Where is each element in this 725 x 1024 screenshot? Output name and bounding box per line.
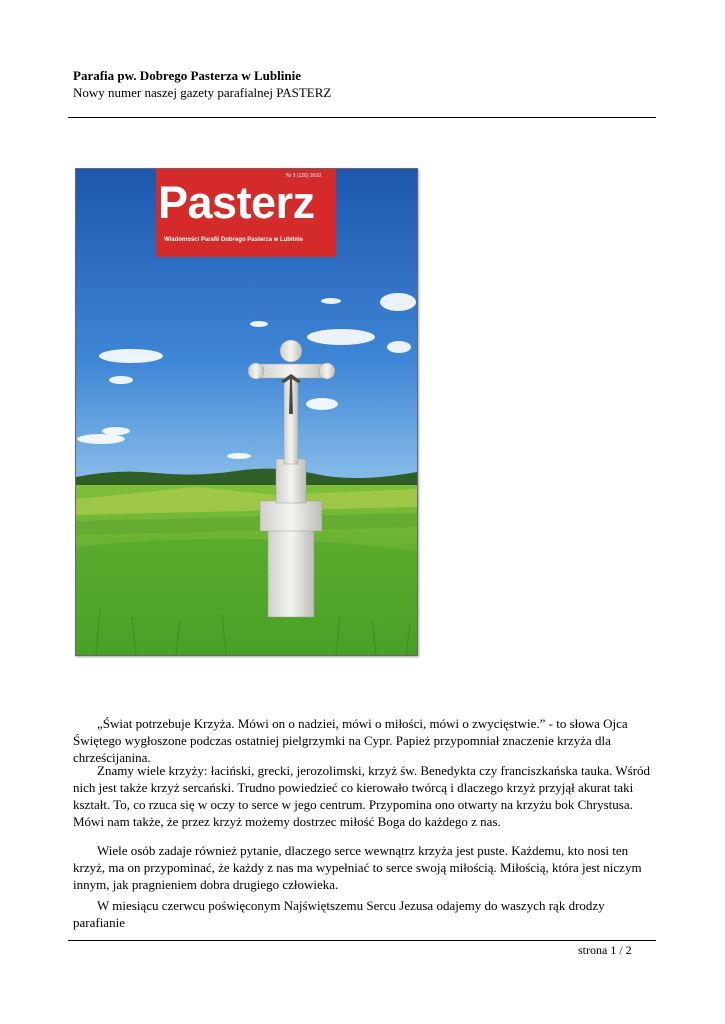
page-number: strona 1 / 2 <box>578 943 632 957</box>
page-header-subtitle: Nowy numer naszej gazety parafialnej PASTERZ <box>73 85 332 100</box>
article-paragraph: Wiele osób zadaje również pytanie, dlaczego serce wewnątrz krzyża jest puste. Każdemu, kto nosi ten krzyż, ma on przypominać, że każdy z nas ma wypełniać to serce swoją miłością. Miłością, która jest niczym innym, jak pragnieniem dobra drugiego człowieka. <box>73 843 642 892</box>
page-header-title: Parafia pw. Dobrego Pasterza w Lublinie <box>73 68 301 83</box>
article-paragraph: Znamy wiele krzyży: łaciński, grecki, jerozolimski, krzyż św. Benedykta czy franciszkańska tauka. Wśród nich jest także krzyż sercański. Trudno powiedzieć co kierowało twórcą i dlaczego krzyż przyjął akurat taki kształt. To, co rzuca się w oczy to serce w jego centrum. Przypomina ono otwarty na krzyżu bok Chrystusa. Mówi nam także, że przez krzyż możemy dostrzec miłość Boga do każdego z nas. <box>73 763 651 829</box>
cover-issue-number: Nr 3 (126) 2010 <box>286 173 322 179</box>
footer-divider <box>68 940 656 941</box>
cover-masthead: Pasterz <box>158 177 315 228</box>
header-divider <box>68 117 656 118</box>
article-paragraph: „Świat potrzebuje Krzyża. Mówi on o nadziei, mówi o miłości, mówi o zwycięstwie.” - to słowa Ojca Świętego wygłoszone podczas ostatniej pielgrzymki na Cypr. Papież przypomniał znaczenie krzyża dla chrześcijanina. <box>73 716 628 765</box>
cover-tagline: Wiadomości Parafii Dobrego Pasterza w Lublinie <box>164 237 303 243</box>
magazine-cover-image <box>75 168 418 656</box>
article-paragraph: W miesiącu czerwcu poświęconym Najświętszemu Sercu Jezusa odajemy do waszych rąk drodzy parafianie <box>73 898 605 930</box>
